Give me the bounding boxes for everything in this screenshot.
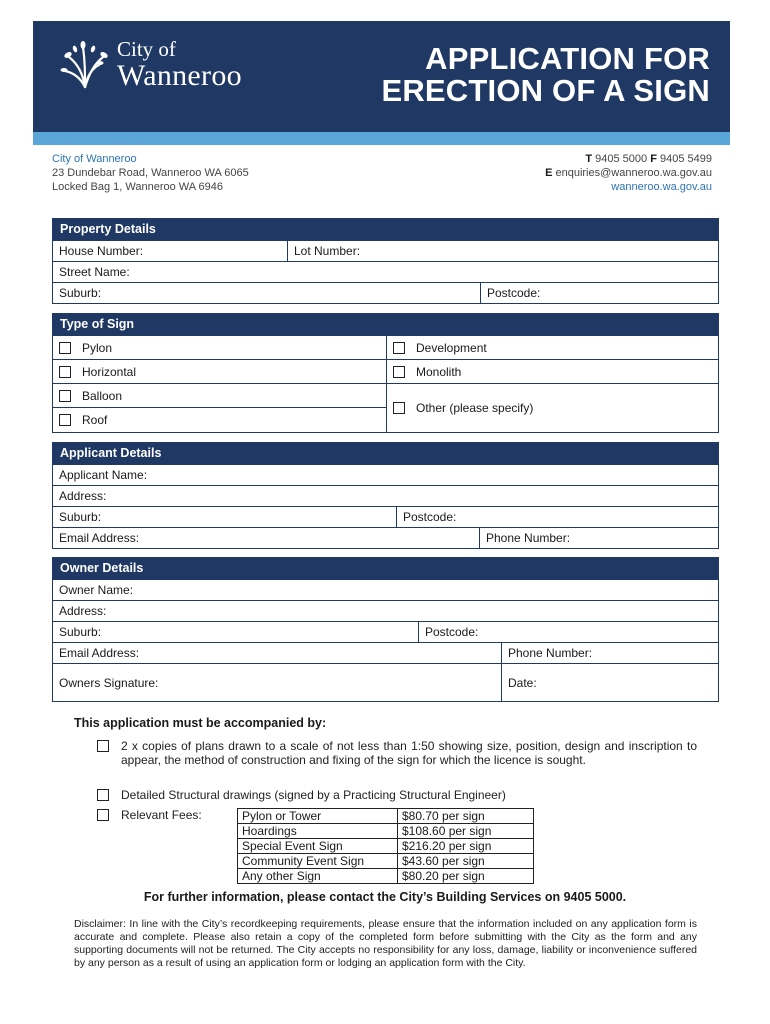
checkbox[interactable] bbox=[59, 366, 71, 378]
checkbox[interactable] bbox=[59, 414, 71, 426]
checkbox[interactable] bbox=[393, 342, 405, 354]
email-address[interactable]: enquiries@wanneroo.wa.gov.au bbox=[555, 167, 712, 179]
lot-number-field[interactable]: Lot Number: bbox=[287, 241, 718, 261]
fee-name: Hoardings bbox=[238, 824, 398, 839]
checkbox[interactable] bbox=[59, 342, 71, 354]
title-line-2: ERECTION OF A SIGN bbox=[381, 73, 710, 108]
option-label: Balloon bbox=[82, 389, 123, 403]
checkbox[interactable] bbox=[97, 789, 109, 801]
owner-phone-field[interactable]: Phone Number: bbox=[501, 643, 718, 663]
sign-option-horizontal[interactable] bbox=[53, 359, 386, 383]
phone-number: 9405 5000 bbox=[595, 153, 648, 165]
option-label: Horizontal bbox=[82, 365, 137, 379]
sign-option-roof[interactable] bbox=[53, 407, 386, 431]
requirement-fees-text: Relevant Fees: bbox=[121, 808, 202, 822]
option-label: Development bbox=[416, 341, 487, 355]
phone-label: T bbox=[585, 153, 593, 165]
table-row bbox=[238, 869, 534, 884]
form-title bbox=[330, 43, 710, 107]
table-row bbox=[53, 282, 718, 303]
table-row bbox=[53, 527, 718, 548]
fee-name: Special Event Sign bbox=[238, 839, 398, 854]
logo-wanneroo: Wanneroo bbox=[117, 59, 242, 92]
table-row bbox=[238, 809, 534, 824]
sign-type-heading: Type of Sign bbox=[53, 314, 718, 335]
header-banner bbox=[33, 21, 730, 135]
fee-name: Any other Sign bbox=[238, 869, 398, 884]
logo-city-of: City of bbox=[117, 37, 176, 61]
fee-price: $43.60 per sign bbox=[398, 854, 534, 869]
applicant-phone-field[interactable]: Phone Number: bbox=[479, 528, 718, 548]
contact-phone-fax bbox=[545, 152, 712, 166]
contact-email bbox=[545, 166, 712, 180]
contact-website[interactable]: wanneroo.wa.gov.au bbox=[611, 181, 712, 193]
sign-option-other[interactable] bbox=[386, 383, 718, 432]
sign-options-left-column bbox=[53, 383, 386, 432]
city-logo bbox=[59, 37, 269, 97]
applicant-postcode-field[interactable]: Postcode: bbox=[396, 507, 718, 527]
header-stripe bbox=[33, 132, 730, 145]
owner-signature-field[interactable]: Owners Signature: bbox=[59, 676, 159, 690]
option-label: Pylon bbox=[82, 341, 113, 355]
disclaimer: Disclaimer: In line with the City’s recordkeeping requirements, please ensure that the information included on any application form is accurate and complete. Please also retain a copy of the completed form before submitting with the City as the form and any supporting documents will not be returned. The City accepts no responsibility for any loss, damage, liability or inconvenience suffered by any person as a result of using an application form or lodging an application form with the City. bbox=[74, 918, 697, 969]
email-label: E bbox=[545, 167, 553, 179]
contact-address bbox=[52, 152, 249, 194]
contact-address-line-1: 23 Dundebar Road, Wanneroo WA 6065 bbox=[52, 167, 249, 179]
sign-type-section bbox=[52, 313, 719, 433]
checkbox[interactable] bbox=[393, 366, 405, 378]
checkbox[interactable] bbox=[97, 740, 109, 752]
table-row bbox=[53, 642, 718, 663]
table-row bbox=[53, 579, 718, 600]
owner-details-heading: Owner Details bbox=[53, 558, 718, 579]
fee-price: $80.20 per sign bbox=[398, 869, 534, 884]
table-row bbox=[53, 240, 718, 261]
sign-option-development[interactable] bbox=[386, 335, 718, 359]
option-label: Other (please specify) bbox=[416, 401, 534, 415]
suburb-field[interactable]: Suburb: bbox=[59, 286, 102, 300]
requirement-fees bbox=[97, 808, 237, 822]
fee-name: Community Event Sign bbox=[238, 854, 398, 869]
sign-option-balloon[interactable] bbox=[53, 383, 386, 407]
table-row bbox=[53, 621, 718, 642]
table-row bbox=[53, 464, 718, 485]
table-row bbox=[53, 485, 718, 506]
applicant-suburb-field[interactable]: Suburb: bbox=[59, 510, 102, 524]
house-number-field[interactable]: House Number: bbox=[59, 244, 144, 258]
applicant-details-section bbox=[52, 442, 719, 549]
sign-option-pylon[interactable] bbox=[53, 335, 386, 359]
owner-email-field[interactable]: Email Address: bbox=[59, 646, 140, 660]
further-information: For further information, please contact the City’s Building Services on 9405 5000. bbox=[143, 890, 627, 904]
applicant-address-field[interactable]: Address: bbox=[59, 489, 107, 503]
table-row bbox=[238, 854, 534, 869]
applicant-name-field[interactable]: Applicant Name: bbox=[59, 468, 148, 482]
table-row bbox=[53, 506, 718, 527]
applicant-email-field[interactable]: Email Address: bbox=[59, 531, 140, 545]
fax-label: F bbox=[650, 153, 657, 165]
owner-date-field[interactable]: Date: bbox=[501, 664, 718, 701]
checkbox[interactable] bbox=[97, 809, 109, 821]
sign-option-monolith[interactable] bbox=[386, 359, 718, 383]
property-details-heading: Property Details bbox=[53, 219, 718, 240]
requirement-plans bbox=[97, 739, 697, 767]
fees-table bbox=[237, 808, 534, 884]
requirement-structural bbox=[97, 788, 697, 802]
checkbox[interactable] bbox=[393, 402, 405, 414]
contact-details bbox=[545, 152, 712, 194]
table-row bbox=[238, 839, 534, 854]
fee-price: $80.70 per sign bbox=[398, 809, 534, 824]
owner-address-field[interactable]: Address: bbox=[59, 604, 107, 618]
sign-type-grid bbox=[53, 335, 718, 432]
option-label: Monolith bbox=[416, 365, 462, 379]
table-row bbox=[53, 663, 718, 701]
table-row bbox=[53, 600, 718, 621]
checkbox[interactable] bbox=[59, 390, 71, 402]
contact-address-line-2: Locked Bag 1, Wanneroo WA 6946 bbox=[52, 181, 224, 193]
postcode-field[interactable]: Postcode: bbox=[480, 283, 718, 303]
table-row bbox=[238, 824, 534, 839]
fee-price: $216.20 per sign bbox=[398, 839, 534, 854]
owner-suburb-field[interactable]: Suburb: bbox=[59, 625, 102, 639]
requirement-plans-text: 2 x copies of plans drawn to a scale of not less than 1:50 showing size, position, design and inscription to appear, the method of construction and fixing of the sign for which the licence is sought. bbox=[121, 739, 697, 767]
fee-name: Pylon or Tower bbox=[238, 809, 398, 824]
title-line-1: APPLICATION FOR bbox=[425, 41, 710, 76]
owner-postcode-field[interactable]: Postcode: bbox=[418, 622, 718, 642]
applicant-details-heading: Applicant Details bbox=[53, 443, 718, 464]
contact-org: City of Wanneroo bbox=[52, 153, 137, 165]
owner-name-field[interactable]: Owner Name: bbox=[59, 583, 134, 597]
owner-details-section bbox=[52, 557, 719, 702]
requirement-structural-text: Detailed Structural drawings (signed by a Practicing Structural Engineer) bbox=[121, 788, 506, 802]
kangaroo-paw-icon bbox=[59, 37, 111, 89]
requirements-title: This application must be accompanied by: bbox=[74, 716, 327, 730]
property-details-section bbox=[52, 218, 719, 304]
fee-price: $108.60 per sign bbox=[398, 824, 534, 839]
street-name-field[interactable]: Street Name: bbox=[59, 265, 130, 279]
fax-number: 9405 5499 bbox=[660, 153, 712, 165]
table-row bbox=[53, 261, 718, 282]
option-label: Roof bbox=[82, 413, 108, 427]
